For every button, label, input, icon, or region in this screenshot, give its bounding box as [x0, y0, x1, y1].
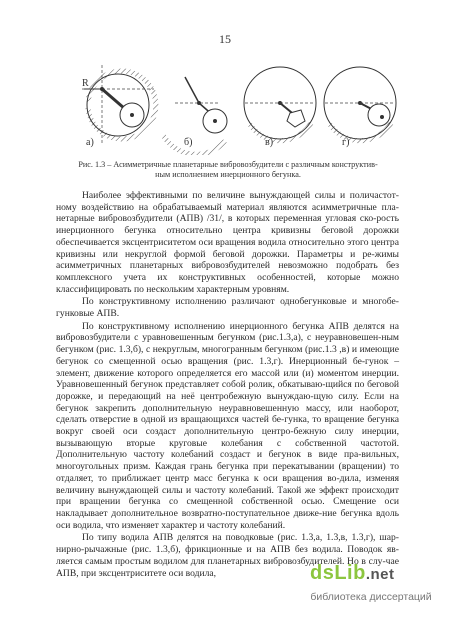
dslib-watermark [292, 560, 450, 620]
figure-label-d: г) [342, 137, 350, 148]
page-number: 15 [219, 32, 231, 46]
figure-a-drawing [82, 65, 156, 145]
paragraph-3: По конструктивному исполнению инерционного бегунка АПВ делятся на вибровозбудители с уравновешенным бегунком (рис.1.3,а), с неуравновешен-ным бегунком (рис. 1.3,б), с некруглым, многогранным бегунком (рис.1.3 ,в) и имеющие бегунок со смещенной осью вращения (рис. 1.3,г). Инерционный бе-гунок – элемент, движение которого определяется его массой или (и) моментом инерции. Уравновешенный бегунок представляет собой ролик, обкатываю-щийся по беговой дорожке, и передающий на неё центробежную вынуждаю-щую силу. Если на бегунок закрепить дополнительную неуравновешенную массу, или наоборот, сделать отверстие в одной из вращающихся частей бе-гунка, то вращение бегунка вокруг своей оси создаст дополнительную центро-бежную силу инерции, вызывающую вторые круговые колебания с собственной частотой. Дополнительную частоту колебаний создаст и бегунок в виде пра-вильных, многоугольных призм. Каждая грань бегунка при перекатывании (вращении) то отдаляет, то приближает центр масс бегунка к оси вращения во-дила, изменяя величину вынуждающей силы и частоту колебаний. Такой же эффект происходит при вращении бегунка со смещенной собственной осью. Смещение оси накладывает дополнительное возвратно-поступательное движе-ние бегунка вдоль оси водила, что изменяет характер и частоту колебаний. [56, 320, 399, 531]
logo-main-text: dsLib [310, 562, 366, 584]
figure-drawings [60, 55, 405, 155]
paragraph-4: По типу водила АПВ делятся на поводковые (рис. 1.3,а, 1.3,в, 1.3,г), шар-нирно-рычажные (рис. 1.3,б), фрикционные и на АПВ без водила. Поводок яв-ляется самым простым водилом для планетарных вибровозбудителей. Но в слу-чае АПВ, при эксцентриситете оси водила, [56, 532, 399, 579]
watermark-subtitle: библиотека диссертаций [310, 591, 432, 603]
figure-c-drawing [244, 67, 316, 141]
figure-d-drawing [324, 67, 396, 141]
figure-caption [78, 160, 378, 180]
paragraph-2: По конструктивному исполнению различают однобегунковые и многобе-гунковые АПВ. [56, 296, 399, 320]
body-text [56, 190, 399, 579]
figure-label-c: в) [265, 137, 274, 148]
logo-suffix-text: .net [365, 566, 395, 583]
caption-line-1: Рис. 1.3 – Асимметричные планетарные вибровозбудители с различным конструктив- [78, 160, 378, 169]
figure-label-b: б) [184, 137, 193, 148]
figure-b-drawing [163, 77, 227, 154]
paragraph-1: Наиболее эффективными по величине вынуждающей силы и поличастот-ному воздействию на обрабатываемый материал являются асимметричные пла-нетарные вибровозбудители (АПВ) /31/, в которых переменная угловая ско-рость инерционного бегунка относительно центра кривизны беговой дорожки обеспечивается эксцентриситетом оси вращения водила относительно этого центра кривизны или некруглой формой беговой дорожки. Параметры и ре-жимы асимметричных планетарных вибровозбудителей невозможно подобрать без комплексного учета их конструктивных особенностей, которые можно классифицировать по нескольким характерным уровням. [56, 190, 399, 295]
dslib-logo [310, 560, 442, 588]
figure-label-a: а) [86, 137, 94, 148]
caption-line-2: ным исполнением инерционного бегунка. [155, 170, 301, 179]
radius-label: R [82, 78, 89, 89]
figure-1-3 [60, 55, 405, 155]
